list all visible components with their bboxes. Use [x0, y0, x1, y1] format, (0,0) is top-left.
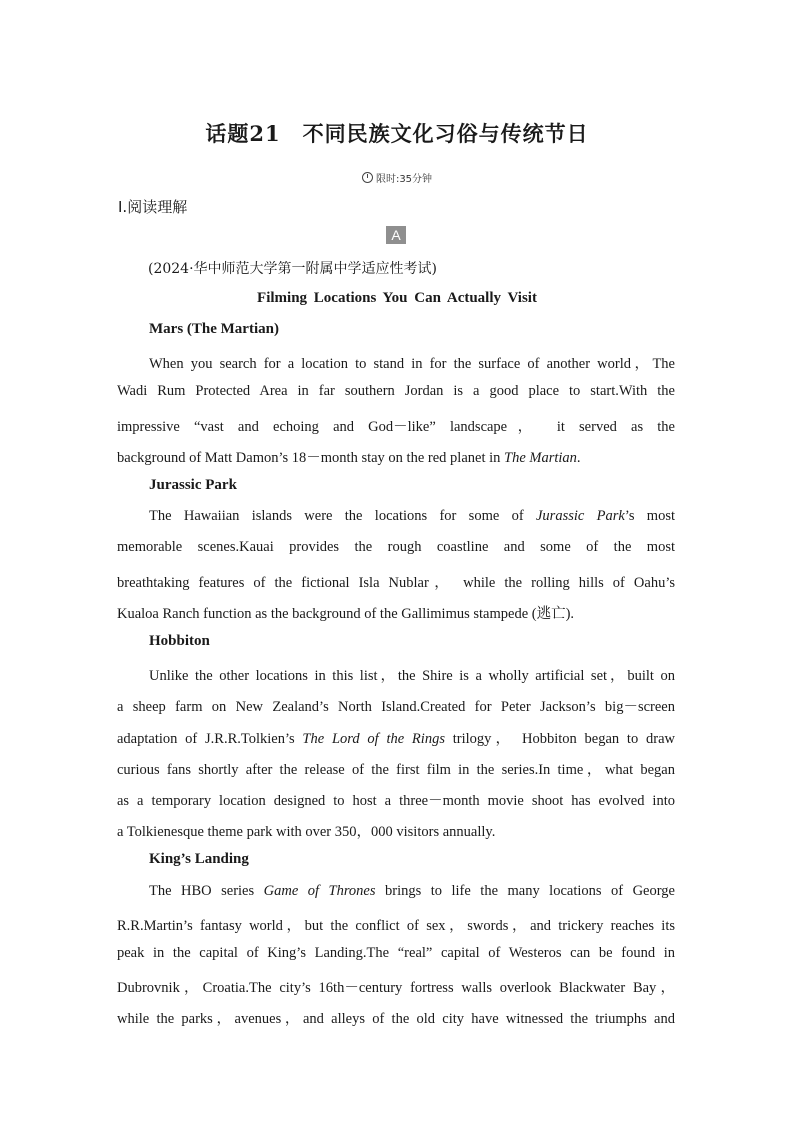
topic-title [0, 118, 794, 148]
text-run: . [576, 450, 581, 466]
text-line: When you search for a location to stand in for the surface of another world，The [149, 356, 675, 372]
text-line: a sheep farm on New Zealand’s North Island.Created for Peter Jackson’s big－screen [117, 699, 675, 715]
book-title: The Lord of the Rings [302, 731, 445, 747]
text-run: brings to life the many locations of George [375, 883, 675, 899]
subheading-kings-landing: King’s Landing [149, 851, 249, 867]
text-run: The HBO series [149, 883, 264, 899]
text-line: Kualoa Ranch function as the background of the Gallimimus stampede (逃亡). [117, 606, 575, 622]
text-line: memorable scenes.Kauai provides the rough coastline and some of the most [117, 539, 675, 555]
topic-number: 话题21 [205, 121, 281, 146]
article-title: Filming Locations You Can Actually Visit [257, 290, 537, 306]
topic-name: 不同民族文化习俗与传统节日 [302, 121, 589, 146]
text-run: The Hawaiian islands were the locations for some of [149, 508, 536, 524]
text-line [117, 446, 675, 467]
text-line: as a temporary location designed to host a three－month movie shoot has evolved into [117, 793, 675, 809]
series-title: Game of Thrones [263, 883, 376, 899]
text-line: curious fans shortly after the release of the first film in the series.In time，what began [117, 762, 675, 778]
text-line [149, 508, 675, 525]
text-run: adaptation of J.R.R.Tolkien’s [117, 731, 303, 747]
text-line: Unlike the other locations in this list，the Shire is a wholly artificial set，built on [149, 668, 675, 684]
text-line: while the parks，avenues，and alleys of the old city have witnessed the triumphs and [117, 1011, 675, 1027]
text-line: a Tolkienesque theme park with over 350，000 visitors annually. [117, 824, 496, 840]
time-limit [0, 170, 794, 185]
text-run: trilogy， Hobbiton began to draw [444, 731, 675, 747]
text-line: breathtaking features of the fictional Isla Nublar， while the rolling hills of Oahu’s [117, 575, 675, 591]
text-line: Dubrovnik，Croatia.The city’s 16th－century fortress walls overlook Blackwater Bay， [117, 980, 675, 996]
subheading-jurassic-park: Jurassic Park [149, 477, 237, 493]
text-line: impressive “vast and echoing and God－like” landscape， it served as the [117, 419, 675, 435]
text-line: peak in the capital of King’s Landing.The “real” capital of Westeros can be found in [117, 945, 675, 961]
film-title: Jurassic Park [535, 508, 625, 524]
text-run: background of Matt Damon’s 18－month stay on the red planet in [117, 450, 504, 466]
clock-icon [362, 172, 373, 183]
time-limit-text: 限时:35分钟 [375, 174, 433, 185]
passage-badge: A [386, 226, 406, 244]
text-line: R.R.Martin’s fantasy world，but the conflict of sex，swords，and trickery reaches its [117, 918, 675, 934]
film-title: The Martian [504, 450, 577, 466]
text-run: ’s most [624, 508, 675, 524]
subheading-hobbiton: Hobbiton [149, 633, 210, 649]
section-heading: Ⅰ.阅读理解 [118, 198, 188, 216]
subheading-mars: Mars (The Martian) [149, 321, 279, 337]
text-line [149, 883, 675, 900]
passage-source: (2024·华中师范大学第一附属中学适应性考试) [148, 261, 438, 277]
text-line: Wadi Rum Protected Area in far southern Jordan is a good place to start.With the [117, 383, 675, 399]
text-line [117, 727, 675, 748]
